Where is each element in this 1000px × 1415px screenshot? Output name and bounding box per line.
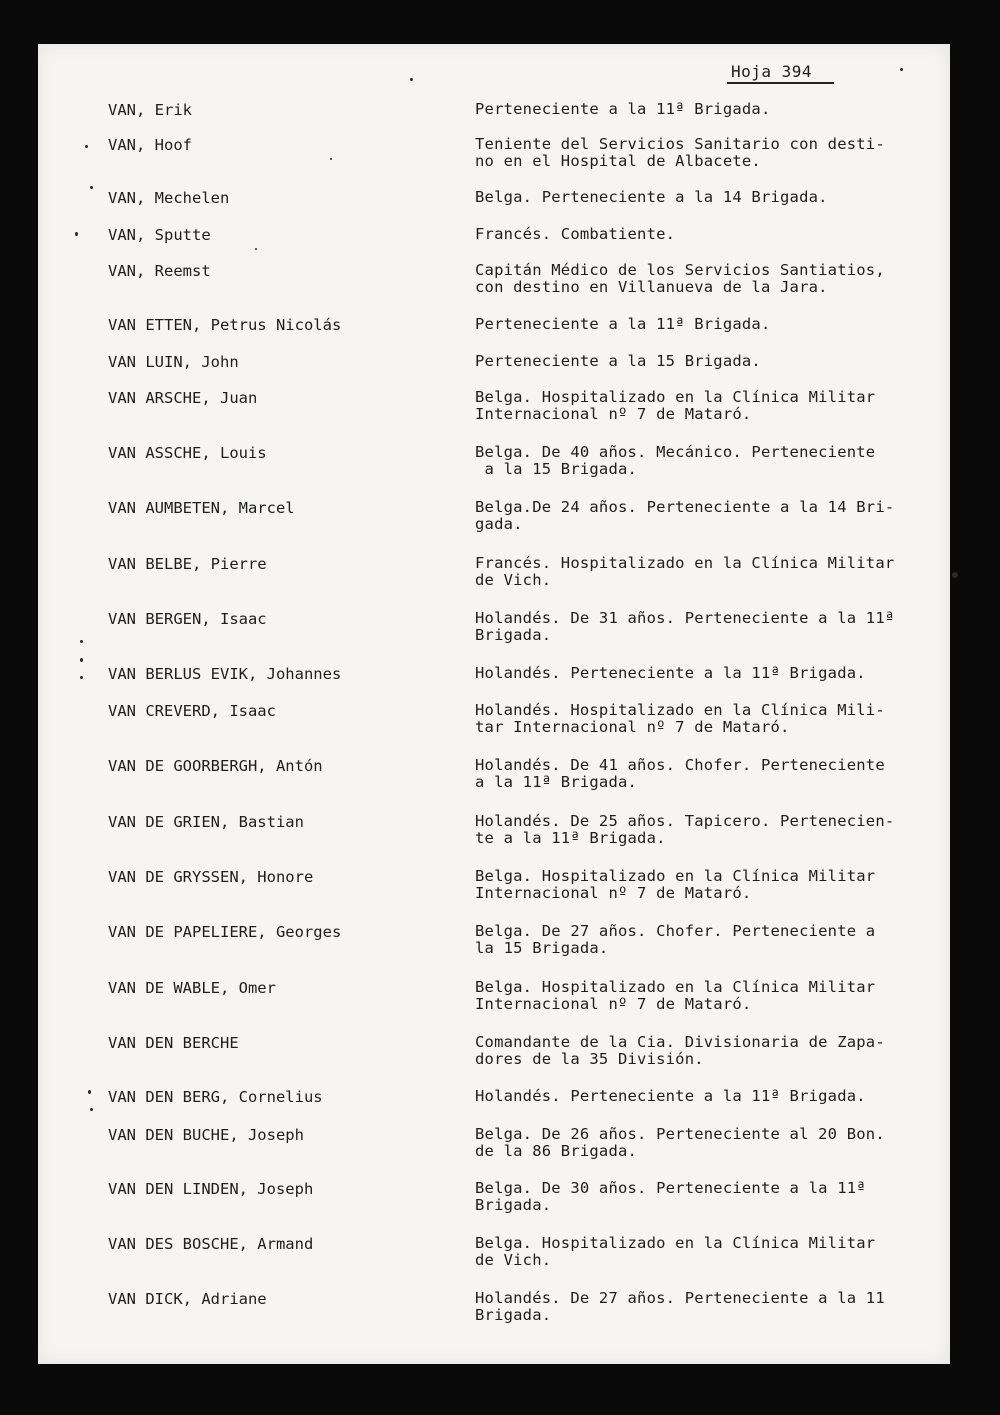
scan-speck	[75, 232, 78, 236]
entry-name: VAN DE GRIEN, Bastian	[108, 813, 304, 831]
entry-name: VAN DICK, Adriane	[108, 1290, 267, 1308]
entry-name: VAN, Sputte	[108, 226, 211, 244]
scan-speck	[85, 145, 88, 148]
scan-speck	[330, 158, 332, 160]
entry-description: Perteneciente a la 11ª Brigada.	[475, 315, 771, 333]
entry-name: VAN AUMBETEN, Marcel	[108, 499, 295, 517]
scan-speck	[900, 68, 903, 71]
entry-description: Holandés. Perteneciente a la 11ª Brigada.	[475, 664, 866, 682]
entry-name: VAN DEN LINDEN, Joseph	[108, 1180, 314, 1198]
entry-description: Belga. Hospitalizado en la Clínica Militar Internacional nº 7 de Mataró.	[475, 388, 876, 423]
entry-description: Francés. Hospitalizado en la Clínica Militar de Vich.	[475, 554, 895, 589]
entry-name: VAN LUIN, John	[108, 353, 239, 371]
entry-description: Belga. Hospitalizado en la Clínica Militar de Vich.	[475, 1234, 876, 1269]
entry-name: VAN ETTEN, Petrus Nicolás	[108, 316, 342, 334]
entry-description: Belga.De 24 años. Perteneciente a la 14 Bri- gada.	[475, 498, 895, 533]
entry-name: VAN DES BOSCHE, Armand	[108, 1235, 314, 1253]
entry-name: VAN BERGEN, Isaac	[108, 610, 267, 628]
entry-name: VAN DEN BERG, Cornelius	[108, 1088, 323, 1106]
entry-description: Perteneciente a la 11ª Brigada.	[475, 100, 771, 118]
entry-name: VAN DE GOORBERGH, Antón	[108, 757, 323, 775]
scan-speck	[80, 640, 83, 643]
scan-speck	[952, 572, 958, 578]
entry-name: VAN DEN BUCHE, Joseph	[108, 1126, 304, 1144]
entry-name: VAN DE PAPELIERE, Georges	[108, 923, 342, 941]
entry-name: VAN, Mechelen	[108, 189, 230, 207]
entry-description: Belga. De 26 años. Perteneciente al 20 Bon. de la 86 Brigada.	[475, 1125, 885, 1160]
scan-speck	[88, 1090, 91, 1094]
entry-name: VAN CREVERD, Isaac	[108, 702, 276, 720]
entry-name: VAN DE WABLE, Omer	[108, 979, 276, 997]
scan-speck	[80, 658, 83, 662]
entry-description: Teniente del Servicios Sanitario con desti- no en el Hospital de Albacete.	[475, 135, 885, 170]
entry-description: Holandés. De 25 años. Tapicero. Pertenecien- te a la 11ª Brigada.	[475, 812, 895, 847]
entry-description: Belga. Hospitalizado en la Clínica Militar Internacional nº 7 de Mataró.	[475, 978, 876, 1013]
entry-name: VAN BELBE, Pierre	[108, 555, 267, 573]
entry-name: VAN ARSCHE, Juan	[108, 389, 258, 407]
entry-name: VAN, Hoof	[108, 136, 192, 154]
entry-description: Holandés. De 27 años. Perteneciente a la 11 Brigada.	[475, 1289, 885, 1324]
entry-description: Belga. Hospitalizado en la Clínica Militar Internacional nº 7 de Mataró.	[475, 867, 876, 902]
entry-description: Belga. De 27 años. Chofer. Perteneciente a la 15 Brigada.	[475, 922, 876, 957]
entry-description: Belga. Perteneciente a la 14 Brigada.	[475, 188, 828, 206]
entry-name: VAN, Reemst	[108, 262, 211, 280]
entry-name: VAN BERLUS EVIK, Johannes	[108, 665, 342, 683]
entry-description: Holandés. Perteneciente a la 11ª Brigada.	[475, 1087, 866, 1105]
scan-speck	[80, 676, 83, 679]
sheet-number: Hoja 394	[727, 62, 834, 84]
entry-description: Holandés. Hospitalizado en la Clínica Mili- tar Internacional nº 7 de Mataró.	[475, 701, 885, 736]
entry-description: Capitán Médico de los Servicios Santiatios, con destino en Villanueva de la Jara.	[475, 261, 885, 296]
entry-description: Belga. De 30 años. Perteneciente a la 11ª Brigada.	[475, 1179, 866, 1214]
entry-description: Comandante de la Cia. Divisionaria de Zapa- dores de la 35 División.	[475, 1033, 885, 1068]
scan-speck	[255, 248, 257, 250]
scan-speck	[90, 1108, 93, 1111]
entry-description: Holandés. De 31 años. Perteneciente a la 11ª Brigada.	[475, 609, 895, 644]
entry-name: VAN, Erik	[108, 101, 192, 119]
entry-description: Perteneciente a la 15 Brigada.	[475, 352, 761, 370]
entry-name: VAN ASSCHE, Louis	[108, 444, 267, 462]
entry-name: VAN DEN BERCHE	[108, 1034, 239, 1052]
entry-description: Francés. Combatiente.	[475, 225, 676, 243]
scan-speck	[410, 78, 413, 81]
entry-description: Belga. De 40 años. Mecánico. Perteneciente a la 15 Brigada.	[475, 443, 876, 478]
entry-description: Holandés. De 41 años. Chofer. Perteneciente a la 11ª Brigada.	[475, 756, 885, 791]
entry-name: VAN DE GRYSSEN, Honore	[108, 868, 314, 886]
scan-speck	[90, 186, 93, 189]
